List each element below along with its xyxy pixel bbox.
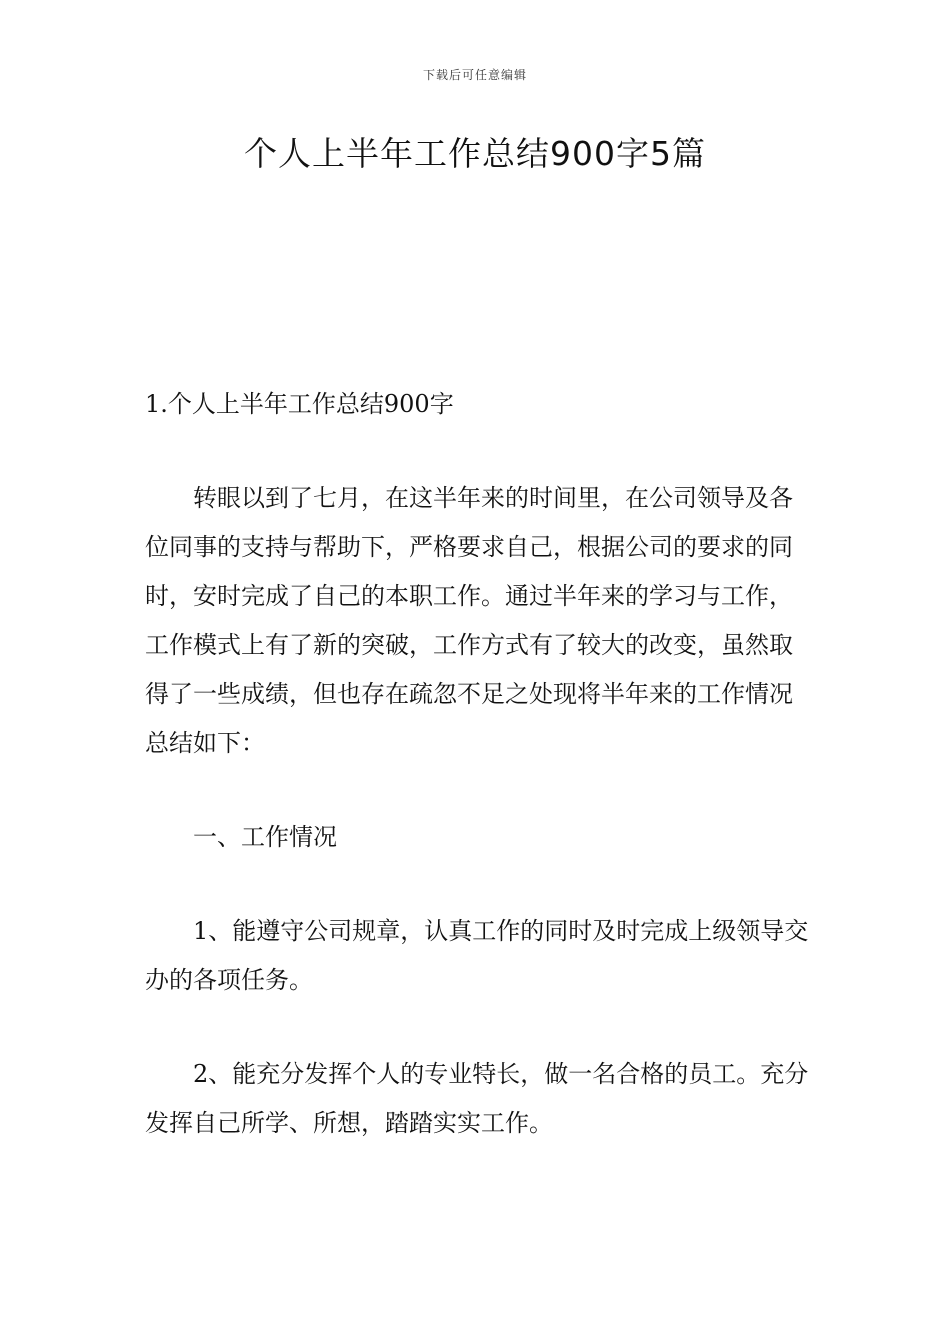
subheading-work-status: 一、工作情况 [193,823,337,851]
section-heading: 1.个人上半年工作总结900字 [145,390,454,418]
paragraph-intro: 转眼以到了七月，在这半年来的时间里，在公司领导及各位同事的支持与帮助下，严格要求自己，根据公司的要求的同时，安时完成了自己的本职工作。通过半年来的学习与工作，工作模式上有了新的突破，工作方式有了较大的改变，虽然取得了一些成绩，但也存在疏忽不足之处现将半年来的工作情况总结如下： [145,484,793,757]
header-note: 下载后可任意编辑 [422,68,527,82]
paragraph-item-1: 1、能遵守公司规章，认真工作的同时及时完成上级领导交办的各项任务。 [145,917,809,994]
document-body [145,380,810,1148]
paragraph-item-2: 2、能充分发挥个人的专业特长，做一名合格的员工。充分发挥自己所学、所想，踏踏实实工作。 [145,1060,809,1137]
document-title: 个人上半年工作总结900字5篇 [244,134,706,173]
